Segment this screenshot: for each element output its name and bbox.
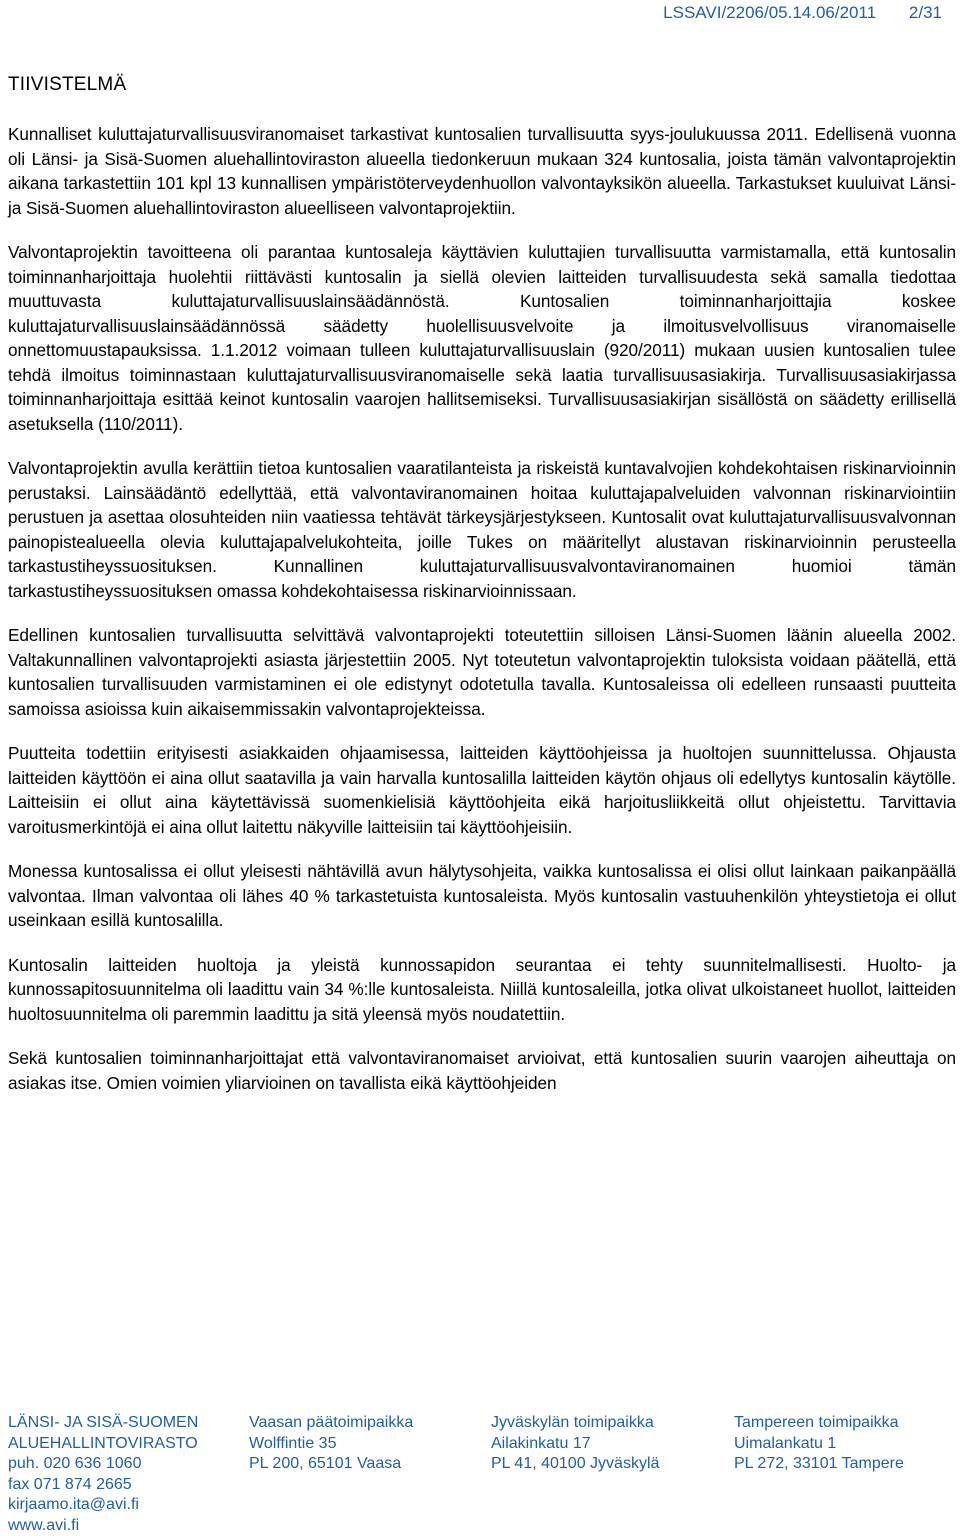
paragraph: Kunnalliset kuluttajaturvallisuusviranomaiset tarkastivat kuntosalien turvallisuutta syys-joulukuussa 2011. Edellisenä vuonna oli Länsi- ja Sisä-Suomen aluehallintoviraston alueella tiedonkeruun mukaan 324 kuntosalia, joista tämän valvontaprojektin aikana tarkastettiin 101 kpl 13 kunnallisen ympäristöterveydenhuollon valvontayksikön alueella. Tarkastukset kuuluivat Länsi- ja Sisä-Suomen aluehallintoviraston alueelliseen valvontaprojektiin. [8,122,956,220]
document-body [8,122,956,1115]
footer-fax: fax 071 874 2665 [8,1475,198,1496]
footer-street-address: Uimalankatu 1 [734,1434,904,1455]
footer-agency-name-2: ALUEHALLINTOVIRASTO [8,1434,198,1455]
section-title: TIIVISTELMÄ [8,74,126,96]
paragraph: Valvontaprojektin avulla kerättiin tietoa kuntosalien vaaratilanteista ja riskeistä kuntavalvojien kohdekohtaisen riskinarvioinnin perustaksi. Lainsäädäntö edellyttää, että valvontaviranomainen hoitaa kuluttajapalveluiden valvonnan riskinarviointiin perustuen ja asettaa olosuhteiden niin vaatiessa tehtävät tärkeysjärjestykseen. Kuntosalit ovat kuluttajaturvallisuusvalvonnan painopistealueella olevia kuluttajapalvelukohteita, joille Tukes on määritellyt alustavan riskinarvioinnin perusteella tarkastustiheyssuosituksen. Kunnallinen kuluttajaturvallisuusvalvontaviranomainen huomioi tämän tarkastustiheyssuosituksen omassa kohdekohtaisessa riskinarvioinnissaan. [8,456,956,603]
document-reference: LSSAVI/2206/05.14.06/2011 [663,3,876,22]
paragraph: Puutteita todettiin erityisesti asiakkaiden ohjaamisessa, laitteiden käyttöohjeissa ja huoltojen suunnittelussa. Ohjausta laitteiden käyttöön ei aina ollut saatavilla ja vain harvalla kuntosalilla laitteiden käytön ohjaus oli edellytys kuntosalin käytölle. Laitteisiin ei ollut aina käytettävissä suomenkielisiä käyttöohjeita eikä harjoitusliikkeitä ollut ohjeistettu. Tarvittavia varoitusmerkintöjä ei aina ollut laitettu näkyville laitteisiin tai käyttöohjeisiin. [8,741,956,839]
footer-postal-address: PL 200, 65101 Vaasa [249,1454,413,1475]
footer-website[interactable]: www.avi.fi [8,1516,198,1536]
page-header [663,3,942,23]
footer-office-name: Tampereen toimipaikka [734,1413,904,1434]
footer-phone: puh. 020 636 1060 [8,1454,198,1475]
footer-street-address: Wolffintie 35 [249,1434,413,1455]
footer-postal-address: PL 41, 40100 Jyväskylä [491,1454,659,1475]
footer-office-name: Vaasan päätoimipaikka [249,1413,413,1434]
page-footer [0,1413,960,1532]
page-number: 2/31 [909,3,942,22]
footer-tampere-column [734,1413,904,1475]
footer-agency-name-1: LÄNSI- JA SISÄ-SUOMEN [8,1413,198,1434]
footer-postal-address: PL 272, 33101 Tampere [734,1454,904,1475]
paragraph: Sekä kuntosalien toiminnanharjoittajat että valvontaviranomaiset arvioivat, että kuntosalien suurin vaarojen aiheuttaja on asiakas itse. Omien voimien yliarvioinen on tavallista eikä käyttöohjeiden [8,1046,956,1095]
paragraph: Valvontaprojektin tavoitteena oli parantaa kuntosaleja käyttävien kuluttajien turvallisuutta varmistamalla, että kuntosalin toiminnanharjoittaja huolehtii riittävästi kuntosalin ja siellä olevien laitteiden turvallisuudesta sekä samalla tiedottaa muuttuvasta kuluttajaturvallisuuslainsäädännöstä. Kuntosalien toiminnanharjoittajia koskee kuluttajaturvallisuuslainsäädännössä säädetty huolellisuusvelvoite ja ilmoitusvelvollisuus viranomaiselle onnettomuustapauksissa. 1.1.2012 voimaan tulleen kuluttajaturvallisuuslain (920/2011) mukaan uusien kuntosalien tulee tehdä ilmoitus toiminnastaan kuluttajaturvallisuusviranomaiselle sekä laatia turvallisuusasiakirja. Turvallisuusasiakirjassa toiminnanharjoittaja esittää keinot kuntosalin vaarojen hallitsemiseksi. Turvallisuusasiakirjan sisällöstä on säädetty erillisellä asetuksella (110/2011). [8,240,956,436]
paragraph: Edellinen kuntosalien turvallisuutta selvittävä valvontaprojekti toteutettiin silloisen Länsi-Suomen läänin alueella 2002. Valtakunnallinen valvontaprojekti asiasta järjestettiin 2005. Nyt toteutetun valvontaprojektin tuloksista voidaan päätellä, että kuntosalien turvallisuuden varmistaminen ei ole edistynyt odotetulla tavalla. Kuntosaleissa oli edelleen runsaasti puutteita samoissa asioissa kuin aikaisemmissakin valvontaprojekteissa. [8,623,956,721]
footer-email[interactable]: kirjaamo.ita@avi.fi [8,1495,198,1516]
footer-office-name: Jyväskylän toimipaikka [491,1413,659,1434]
footer-vaasa-column [249,1413,413,1475]
footer-street-address: Ailakinkatu 17 [491,1434,659,1455]
footer-agency-column [8,1413,198,1536]
footer-jyvaskyla-column [491,1413,659,1475]
paragraph: Monessa kuntosalissa ei ollut yleisesti nähtävillä avun hälytysohjeita, vaikka kuntosalissa ei olisi ollut lainkaan paikanpäällä valvontaa. Ilman valvontaa oli lähes 40 % tarkastetuista kuntosaleista. Myös kuntosalin vastuuhenkilön yhteystietoja ei ollut useinkaan esillä kuntosalilla. [8,859,956,933]
paragraph: Kuntosalin laitteiden huoltoja ja yleistä kunnossapidon seurantaa ei tehty suunnitelmallisesti. Huolto- ja kunnossapitosuunnitelma oli laadittu vain 34 %:lle kuntosaleista. Niillä kuntosaleilla, jotka olivat ulkoistaneet huollot, laitteiden huoltosuunnitelma oli paremmin laadittu ja sitä yleensä myös noudatettiin. [8,953,956,1027]
